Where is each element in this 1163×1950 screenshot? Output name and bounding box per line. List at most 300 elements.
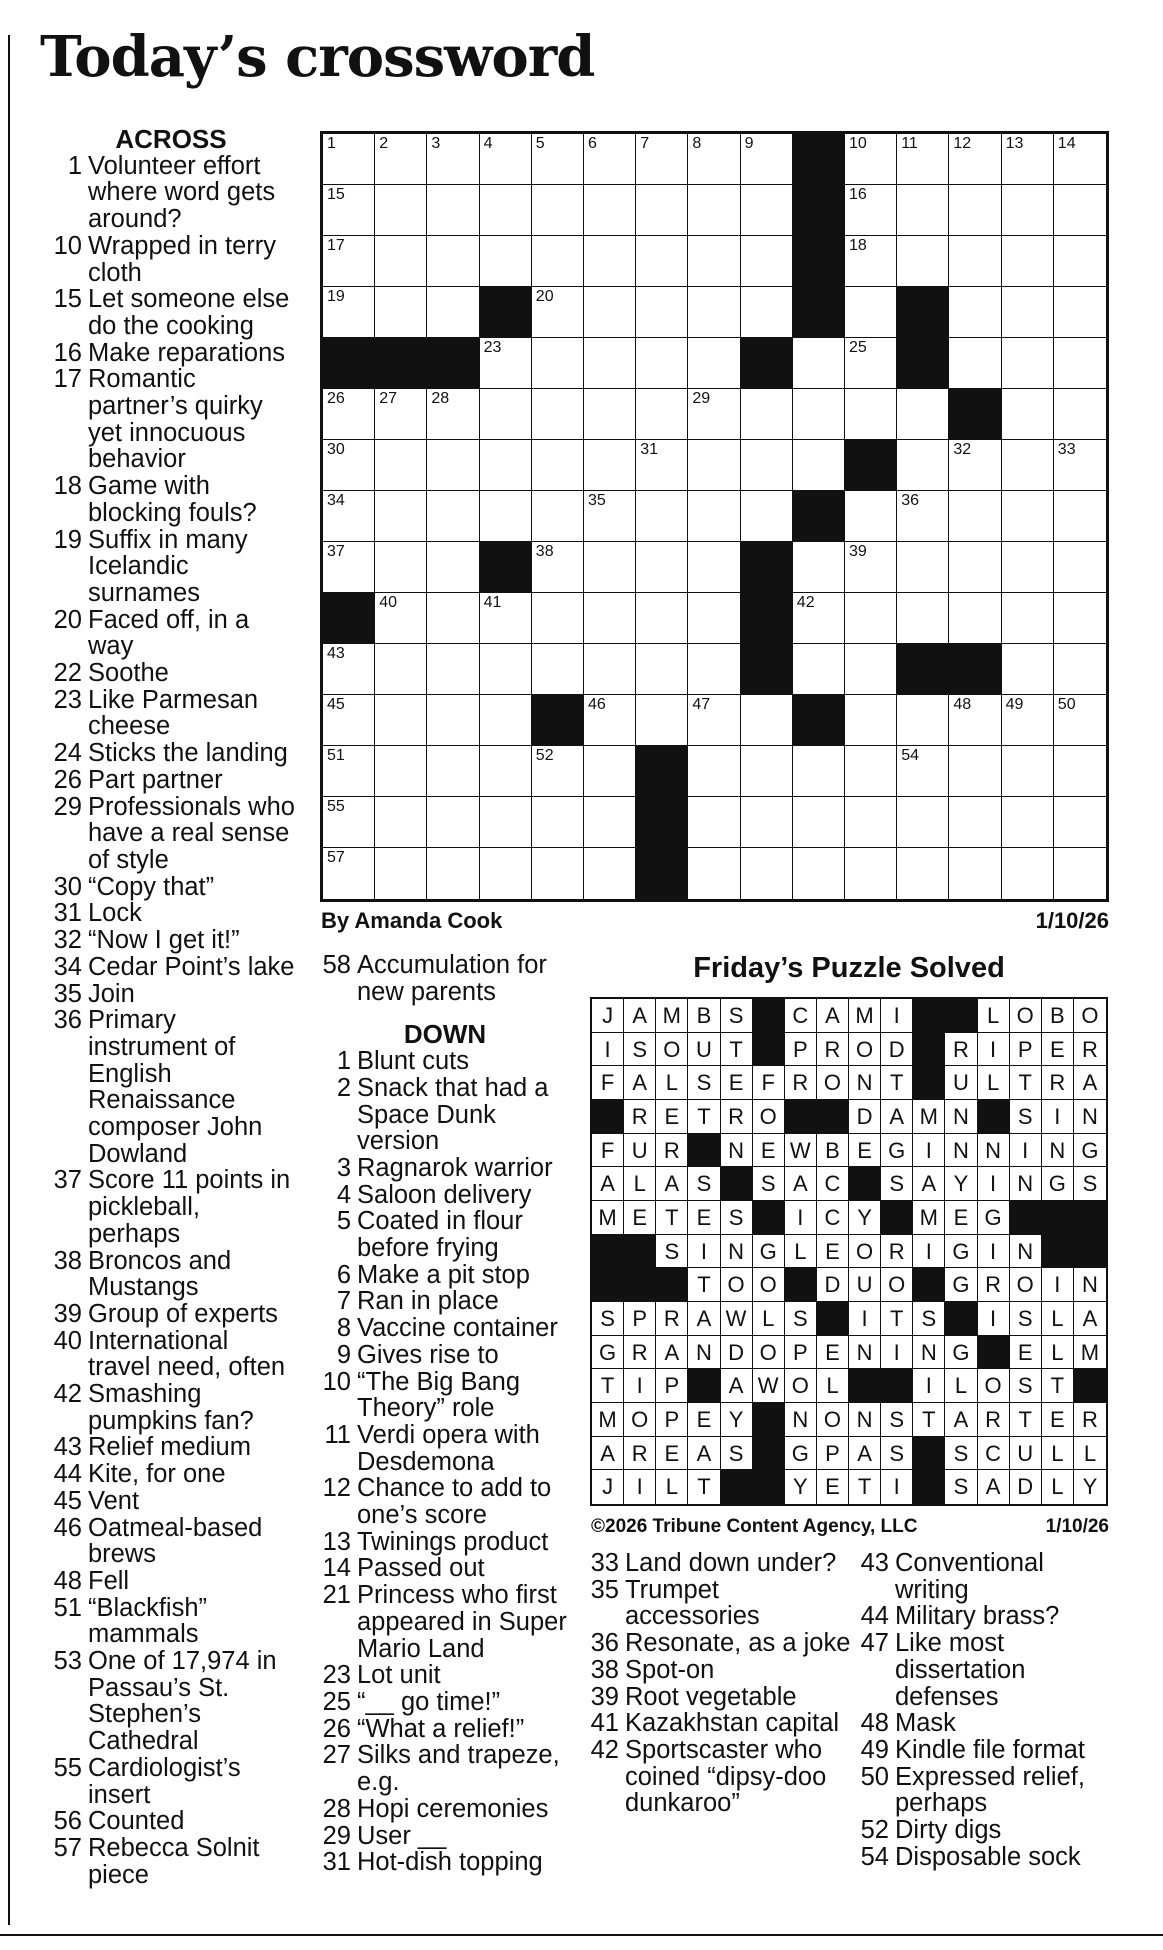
solution-cell: R [945, 1033, 977, 1067]
grid-cell[interactable] [532, 746, 584, 797]
grid-cell[interactable] [375, 593, 427, 644]
grid-cell[interactable] [427, 695, 479, 746]
cell-number: 54 [901, 747, 919, 764]
solution-cell: E [817, 1470, 849, 1504]
grid-cell[interactable] [688, 644, 740, 695]
grid-cell[interactable] [949, 338, 1001, 389]
across-clue [46, 794, 296, 874]
grid-cell[interactable] [688, 389, 740, 440]
grid-cell[interactable] [480, 797, 532, 848]
grid-cell[interactable] [636, 185, 688, 236]
grid-cell[interactable] [1054, 185, 1106, 236]
cell-number: 53 [640, 747, 658, 764]
grid-cell[interactable] [741, 440, 793, 491]
grid-cell[interactable] [427, 185, 479, 236]
down-clue [315, 1796, 575, 1823]
grid-cell[interactable] [636, 695, 688, 746]
grid-cell[interactable] [323, 440, 375, 491]
across-clue [46, 981, 296, 1008]
grid-cell[interactable] [688, 185, 740, 236]
solution-cell: I [624, 1369, 656, 1403]
grid-cell[interactable] [427, 797, 479, 848]
grid-cell[interactable] [897, 134, 949, 185]
grid-cell[interactable] [1002, 185, 1054, 236]
grid-cell[interactable] [741, 797, 793, 848]
solution-cell: F [592, 1134, 624, 1168]
grid-cell[interactable] [375, 848, 427, 899]
grid-cell[interactable] [949, 695, 1001, 746]
grid-cell[interactable] [480, 338, 532, 389]
down-header: DOWN [403, 1019, 487, 1050]
grid-cell[interactable] [375, 746, 427, 797]
grid-cell[interactable] [741, 236, 793, 287]
grid-cell[interactable] [1002, 644, 1054, 695]
grid-cell[interactable] [532, 134, 584, 185]
across-clue [46, 1595, 296, 1648]
grid-cell[interactable] [323, 797, 375, 848]
grid-cell[interactable] [741, 491, 793, 542]
clue-number: 4 [336, 1180, 351, 1209]
clue-number: 29 [322, 1821, 351, 1850]
grid-cell[interactable] [1002, 695, 1054, 746]
grid-cell[interactable] [1002, 542, 1054, 593]
clue-number: 58 [322, 951, 351, 979]
grid-cell[interactable] [1002, 746, 1054, 797]
solution-black-square [849, 1369, 881, 1403]
grid-cell[interactable] [897, 695, 949, 746]
grid-cell[interactable] [897, 542, 949, 593]
cell-number: 41 [483, 594, 502, 611]
grid-cell[interactable] [845, 338, 897, 389]
clue-text: Kite, for one [88, 1460, 226, 1489]
grid-cell[interactable] [584, 746, 636, 797]
grid-cell[interactable] [584, 236, 636, 287]
grid-cell[interactable] [375, 134, 427, 185]
solution-cell: S [592, 1302, 624, 1336]
grid-cell[interactable] [323, 746, 375, 797]
grid-cell[interactable] [949, 287, 1001, 338]
grid-cell[interactable] [375, 491, 427, 542]
grid-cell[interactable] [532, 491, 584, 542]
grid-cell[interactable] [427, 440, 479, 491]
solution-cell: N [945, 1100, 977, 1134]
grid-cell[interactable] [480, 848, 532, 899]
solution-cell: O [881, 1268, 913, 1302]
grid-cell[interactable] [949, 185, 1001, 236]
grid-cell[interactable] [897, 848, 949, 899]
grid-cell[interactable] [532, 389, 584, 440]
grid-cell[interactable] [532, 542, 584, 593]
grid-cell[interactable] [427, 542, 479, 593]
grid-cell[interactable] [845, 746, 897, 797]
grid-cell[interactable] [584, 287, 636, 338]
grid-cell[interactable] [793, 797, 845, 848]
cell-number: 42 [796, 594, 815, 611]
solution-black-square [688, 1369, 720, 1403]
grid-cell[interactable] [845, 185, 897, 236]
grid-cell[interactable] [584, 389, 636, 440]
solution-cell: S [721, 1437, 753, 1471]
grid-cell[interactable] [480, 491, 532, 542]
across-clue [46, 286, 296, 339]
grid-cell[interactable] [375, 236, 427, 287]
solution-cell: S [688, 1167, 720, 1201]
clue-number: 5 [336, 1207, 351, 1236]
grid-cell[interactable] [688, 542, 740, 593]
solution-cell: N [849, 1066, 881, 1100]
grid-cell[interactable] [793, 593, 845, 644]
grid-cell[interactable] [480, 440, 532, 491]
grid-cell[interactable] [949, 746, 1001, 797]
grid-cell[interactable] [949, 593, 1001, 644]
clue-number: 34 [53, 952, 82, 981]
grid-cell[interactable] [532, 593, 584, 644]
grid-cell[interactable] [1054, 287, 1106, 338]
grid-cell[interactable] [636, 236, 688, 287]
solution-cell: O [849, 1033, 881, 1067]
clue-number: 6 [336, 1260, 351, 1289]
cell-number: 16 [849, 186, 867, 203]
grid-cell[interactable] [688, 695, 740, 746]
down-clue [853, 1710, 1123, 1737]
clue-number: 37 [53, 1166, 82, 1195]
grid-cell[interactable] [636, 338, 688, 389]
clue-number: 30 [53, 872, 82, 901]
grid-cell[interactable] [1054, 236, 1106, 287]
grid-cell[interactable] [375, 440, 427, 491]
grid-cell[interactable] [688, 491, 740, 542]
grid-cell[interactable] [741, 287, 793, 338]
grid-cell[interactable] [1054, 797, 1106, 848]
grid-cell[interactable] [845, 236, 897, 287]
grid-cell[interactable] [793, 848, 845, 899]
down-clue [315, 1208, 575, 1261]
clue-text: Lot unit [357, 1661, 441, 1690]
grid-cell[interactable] [584, 185, 636, 236]
clue-text: “Blackfish” mammals [88, 1593, 208, 1649]
grid-cell[interactable] [427, 644, 479, 695]
grid-cell[interactable] [1002, 338, 1054, 389]
grid-cell[interactable] [1054, 491, 1106, 542]
solution-cell: O [785, 1369, 817, 1403]
solution-cell: R [978, 1268, 1010, 1302]
clue-text: Mask [895, 1709, 956, 1738]
grid-cell[interactable] [1002, 440, 1054, 491]
grid-cell[interactable] [532, 440, 584, 491]
grid-cell[interactable] [427, 389, 479, 440]
down-clue [853, 1630, 1123, 1710]
grid-cell[interactable] [584, 644, 636, 695]
grid-cell[interactable] [427, 746, 479, 797]
grid-cell[interactable] [532, 185, 584, 236]
grid-cell[interactable] [741, 389, 793, 440]
grid-cell[interactable] [584, 695, 636, 746]
grid-cell[interactable] [1002, 134, 1054, 185]
grid-cell[interactable] [427, 134, 479, 185]
grid-cell[interactable] [584, 440, 636, 491]
grid-cell[interactable] [584, 593, 636, 644]
clue-number: 52 [860, 1816, 889, 1845]
grid-cell[interactable] [741, 134, 793, 185]
grid-cell[interactable] [375, 287, 427, 338]
solution-black-square [753, 1201, 785, 1235]
grid-cell[interactable] [845, 389, 897, 440]
solution-cell: O [1010, 1268, 1042, 1302]
clue-number: 18 [53, 472, 82, 501]
grid-cell[interactable] [427, 491, 479, 542]
grid-cell[interactable] [1054, 593, 1106, 644]
grid-cell[interactable] [793, 542, 845, 593]
grid-cell[interactable] [636, 542, 688, 593]
grid-cell[interactable] [845, 695, 897, 746]
solution-cell: I [978, 1033, 1010, 1067]
grid-cell[interactable] [897, 491, 949, 542]
solution-grid [590, 997, 1108, 1506]
clue-number: 2 [336, 1073, 351, 1102]
grid-cell[interactable] [636, 644, 688, 695]
grid-cell[interactable] [1054, 134, 1106, 185]
black-square [323, 338, 375, 389]
solution-cell: O [1010, 999, 1042, 1033]
clue-number: 31 [322, 1848, 351, 1877]
down-clue [583, 1684, 851, 1711]
grid-cell[interactable] [688, 440, 740, 491]
grid-cell[interactable] [949, 542, 1001, 593]
grid-cell[interactable] [636, 134, 688, 185]
grid-cell[interactable] [845, 542, 897, 593]
solution-cell: R [817, 1033, 849, 1067]
solution-cell: S [881, 1167, 913, 1201]
solution-cell: T [913, 1403, 945, 1437]
grid-cell[interactable] [741, 746, 793, 797]
grid-cell[interactable] [949, 797, 1001, 848]
solution-cell: G [785, 1437, 817, 1471]
across-clue [46, 1167, 296, 1247]
clue-number: 29 [53, 792, 82, 821]
grid-cell[interactable] [1002, 236, 1054, 287]
grid-cell[interactable] [323, 542, 375, 593]
solution-black-square [721, 1167, 753, 1201]
grid-cell[interactable] [584, 542, 636, 593]
solution-cell: E [945, 1201, 977, 1235]
grid-cell[interactable] [688, 134, 740, 185]
grid-cell[interactable] [741, 848, 793, 899]
grid-cell[interactable] [845, 134, 897, 185]
solution-cell: S [881, 1403, 913, 1437]
solution-black-square [753, 1403, 785, 1437]
clue-number: 38 [590, 1655, 619, 1684]
grid-cell[interactable] [323, 644, 375, 695]
grid-cell[interactable] [897, 236, 949, 287]
clue-text: Game with blocking fouls? [88, 472, 257, 527]
grid-cell[interactable] [636, 593, 688, 644]
cell-number: 48 [953, 696, 972, 713]
grid-cell[interactable] [1002, 797, 1054, 848]
grid-cell[interactable] [949, 236, 1001, 287]
grid-cell[interactable] [480, 695, 532, 746]
grid-cell[interactable] [636, 440, 688, 491]
grid-cell[interactable] [375, 185, 427, 236]
clue-number: 1 [336, 1047, 351, 1076]
grid-cell[interactable] [1002, 287, 1054, 338]
across-clue [46, 473, 296, 526]
grid-cell[interactable] [1054, 848, 1106, 899]
grid-cell[interactable] [688, 236, 740, 287]
grid-cell[interactable] [323, 389, 375, 440]
grid-cell[interactable] [323, 695, 375, 746]
grid-cell[interactable] [532, 848, 584, 899]
grid-cell[interactable] [845, 593, 897, 644]
cell-number: 23 [483, 339, 502, 356]
black-square [375, 338, 427, 389]
grid-cell[interactable] [793, 440, 845, 491]
grid-cell[interactable] [532, 338, 584, 389]
clue-number: 25 [322, 1687, 351, 1716]
grid-cell[interactable] [949, 491, 1001, 542]
clue-text: Rebecca Solnit piece [88, 1834, 260, 1889]
grid-cell[interactable] [688, 593, 740, 644]
solution-cell: A [592, 1437, 624, 1471]
grid-cell[interactable] [897, 440, 949, 491]
clue-text: Saloon delivery [357, 1180, 532, 1209]
grid-cell[interactable] [375, 542, 427, 593]
grid-cell[interactable] [1054, 440, 1106, 491]
clue-text: One of 17,974 in Passau’s St. Stephen’s Cathedral [88, 1647, 277, 1756]
grid-cell[interactable] [636, 491, 688, 542]
solution-cell: C [785, 999, 817, 1033]
grid-cell[interactable] [688, 797, 740, 848]
grid-cell[interactable] [793, 746, 845, 797]
across-clue [46, 660, 296, 687]
grid-cell[interactable] [1002, 389, 1054, 440]
grid-cell[interactable] [584, 338, 636, 389]
grid-cell[interactable] [584, 134, 636, 185]
grid-cell[interactable] [323, 287, 375, 338]
grid-cell[interactable] [688, 848, 740, 899]
grid-cell[interactable] [375, 797, 427, 848]
grid-cell[interactable] [845, 797, 897, 848]
solution-cell: I [688, 1235, 720, 1269]
grid-cell[interactable] [584, 491, 636, 542]
grid-cell[interactable] [688, 287, 740, 338]
grid-cell[interactable] [532, 644, 584, 695]
clue-number: 44 [53, 1460, 82, 1489]
grid-cell[interactable] [480, 593, 532, 644]
cell-number: 55 [327, 798, 345, 815]
solution-black-square [1042, 1201, 1074, 1235]
solution-cell: C [817, 1201, 849, 1235]
grid-cell[interactable] [584, 797, 636, 848]
grid-cell[interactable] [949, 134, 1001, 185]
grid-cell[interactable] [427, 848, 479, 899]
grid-cell[interactable] [323, 236, 375, 287]
grid-cell[interactable] [480, 389, 532, 440]
clue-text: Passed out [357, 1554, 485, 1583]
grid-cell[interactable] [480, 644, 532, 695]
grid-cell[interactable] [897, 797, 949, 848]
grid-cell[interactable] [427, 236, 479, 287]
grid-cell[interactable] [1054, 542, 1106, 593]
grid-cell[interactable] [480, 236, 532, 287]
solution-cell: P [1010, 1033, 1042, 1067]
grid-cell[interactable] [741, 185, 793, 236]
grid-cell[interactable] [323, 491, 375, 542]
grid-cell[interactable] [375, 644, 427, 695]
solution-cell: A [817, 999, 849, 1033]
grid-cell[interactable] [688, 746, 740, 797]
grid-cell[interactable] [897, 746, 949, 797]
solution-black-square [785, 1268, 817, 1302]
solution-cell: T [721, 1033, 753, 1067]
solution-cell: E [721, 1066, 753, 1100]
solution-black-square [849, 1167, 881, 1201]
grid-cell[interactable] [427, 593, 479, 644]
grid-cell[interactable] [636, 287, 688, 338]
grid-cell[interactable] [375, 695, 427, 746]
grid-cell[interactable] [375, 389, 427, 440]
grid-cell[interactable] [1054, 389, 1106, 440]
grid-cell[interactable] [897, 389, 949, 440]
solution-cell: R [721, 1100, 753, 1134]
cell-number: 12 [953, 135, 972, 152]
grid-cell[interactable] [636, 389, 688, 440]
solution-cell: I [849, 1302, 881, 1336]
solution-cell: E [1010, 1336, 1042, 1370]
clue-text: Chance to add to one’s score [357, 1474, 552, 1530]
grid-cell[interactable] [532, 797, 584, 848]
grid-cell[interactable] [584, 848, 636, 899]
grid-cell[interactable] [1054, 695, 1106, 746]
grid-cell[interactable] [793, 338, 845, 389]
grid-cell[interactable] [480, 746, 532, 797]
grid-cell[interactable] [323, 848, 375, 899]
grid-cell[interactable] [688, 338, 740, 389]
grid-cell[interactable] [845, 287, 897, 338]
cell-number: 43 [327, 645, 345, 662]
clue-text: Group of experts [88, 1299, 278, 1328]
grid-cell[interactable] [793, 389, 845, 440]
grid-cell[interactable] [897, 593, 949, 644]
grid-cell[interactable] [1002, 491, 1054, 542]
solution-cell: T [1010, 1403, 1042, 1437]
grid-cell[interactable] [480, 134, 532, 185]
grid-cell[interactable] [845, 644, 897, 695]
grid-cell[interactable] [1054, 338, 1106, 389]
clue-number: 47 [860, 1629, 889, 1658]
cell-number: 13 [1005, 135, 1024, 152]
grid-cell[interactable] [949, 848, 1001, 899]
grid-cell[interactable] [480, 185, 532, 236]
grid-cell[interactable] [1054, 746, 1106, 797]
clue-number: 43 [53, 1433, 82, 1462]
grid-cell[interactable] [793, 644, 845, 695]
grid-cell[interactable] [532, 236, 584, 287]
solution-cell: M [913, 1100, 945, 1134]
grid-cell[interactable] [845, 491, 897, 542]
grid-cell[interactable] [1002, 593, 1054, 644]
grid-cell[interactable] [741, 695, 793, 746]
grid-cell[interactable] [1002, 848, 1054, 899]
black-square [480, 287, 532, 338]
grid-cell[interactable] [897, 185, 949, 236]
grid-cell[interactable] [949, 440, 1001, 491]
grid-cell[interactable] [1054, 644, 1106, 695]
grid-cell[interactable] [845, 848, 897, 899]
grid-cell[interactable] [323, 134, 375, 185]
grid-cell[interactable] [532, 287, 584, 338]
grid-cell[interactable] [427, 287, 479, 338]
grid-cell[interactable] [323, 185, 375, 236]
